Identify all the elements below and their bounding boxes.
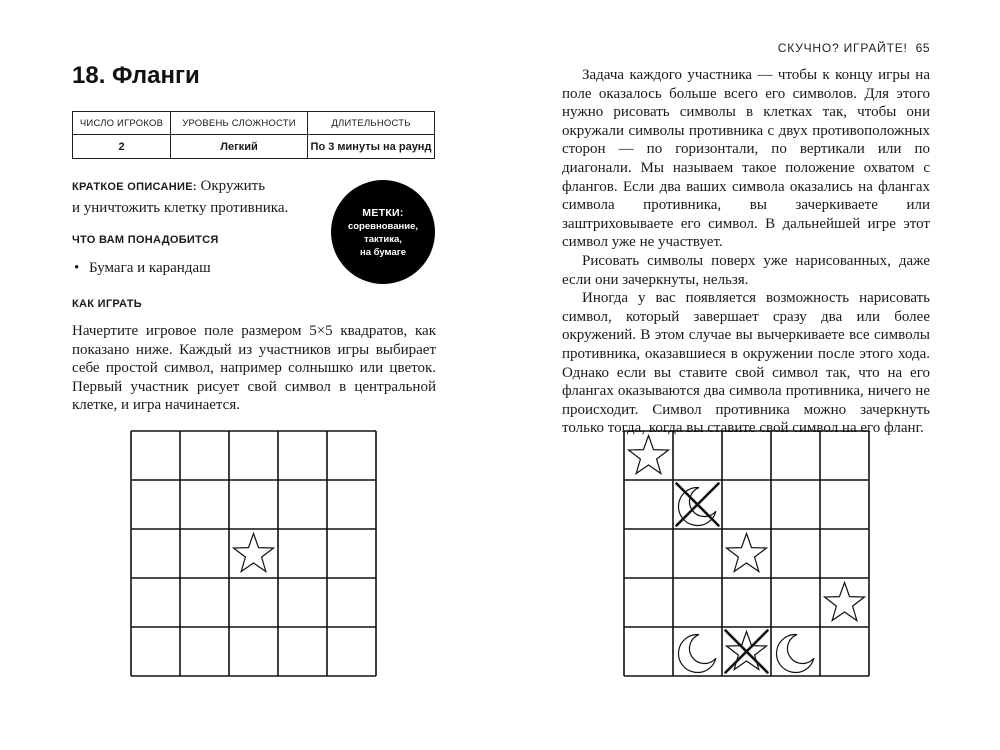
tags-badge xyxy=(331,180,435,284)
header-duration: ДЛИТЕЛЬНОСТЬ xyxy=(308,112,435,135)
info-table-header-row xyxy=(73,112,435,135)
tags-badge-line: соревнование, xyxy=(347,220,419,232)
tags-badge-line: на бумаге xyxy=(360,246,406,258)
need-list xyxy=(72,257,211,279)
how-heading: КАК ИГРАТЬ xyxy=(72,298,142,310)
value-players: 2 xyxy=(73,135,171,159)
need-heading: ЧТО ВАМ ПОНАДОБИТСЯ xyxy=(72,234,219,246)
game-grid-example-start xyxy=(128,428,380,680)
header-players: ЧИСЛО ИГРОКОВ xyxy=(73,112,171,135)
tags-badge-line: тактика, xyxy=(364,233,402,245)
moon-icon xyxy=(679,635,716,673)
list-item: • Бумага и карандаш xyxy=(72,257,211,279)
summary xyxy=(72,176,312,219)
summary-text-1: Окружить xyxy=(200,178,266,194)
paragraph: Рисовать символы поверх уже нарисованных, даже если они зачеркнуты, нельзя. xyxy=(562,252,930,288)
right-page xyxy=(500,0,1000,750)
star-icon xyxy=(727,534,767,572)
game-grid-example-flank xyxy=(621,428,873,680)
info-table xyxy=(72,111,435,159)
info-table-value-row xyxy=(73,135,435,159)
star-icon xyxy=(629,436,669,474)
page-number: 65 xyxy=(915,41,930,55)
star-icon xyxy=(825,583,865,621)
summary-text-2: и уничтожить клетку противника. xyxy=(72,200,289,216)
rules-text xyxy=(562,66,930,438)
tags-badge-title: МЕТКИ: xyxy=(362,206,404,219)
paragraph: Задача каждого участника — чтобы к концу игры на поле оказалось больше всего его символов. Для этого нужно рисовать символы в клетках так, чтобы они окружали символы противника с двух противоположных сторон — по горизонтали, по вертикали или по диагонали. Мы называем такое положение охватом с флангов. Если два ваших символа оказались на флангах символа противника, вы зачеркиваете или заштриховываете его символ. В дальнейшей игре этот символ уже не участвует. xyxy=(562,67,930,251)
running-head-title: СКУЧНО? ИГРАЙТЕ! xyxy=(777,41,908,55)
running-head xyxy=(778,41,930,55)
star-icon xyxy=(234,534,274,572)
summary-label: КРАТКОЕ ОПИСАНИЕ: xyxy=(72,181,197,193)
moon-icon xyxy=(777,635,814,673)
how-text: Начертите игровое поле размером 5×5 квадратов, как показано ниже. Каждый из участников игры выбирает себе простой символ, например солнышко или цветок. Первый участник рисует свой символ в центральной клетке, и игра начинается. xyxy=(72,323,436,414)
paragraph: Иногда у вас появляется возможность нарисовать символ, который завершает сразу два или более окружений. В этом случае вы вычеркиваете все символы противника, оказавшиеся в окружении после этого хода. Однако если вы ставите свой символ так, что на его флангах оказываются два символа противника, ничего не происходит. Символ противника можно зачеркнуть только тогда, когда вы ставите свой символ на его фланг. xyxy=(562,290,930,437)
page-title: 18. Фланги xyxy=(72,62,200,89)
value-duration: По 3 минуты на раунд xyxy=(308,135,435,159)
value-difficulty: Легкий xyxy=(171,135,308,159)
header-difficulty: УРОВЕНЬ СЛОЖНОСТИ xyxy=(171,112,308,135)
